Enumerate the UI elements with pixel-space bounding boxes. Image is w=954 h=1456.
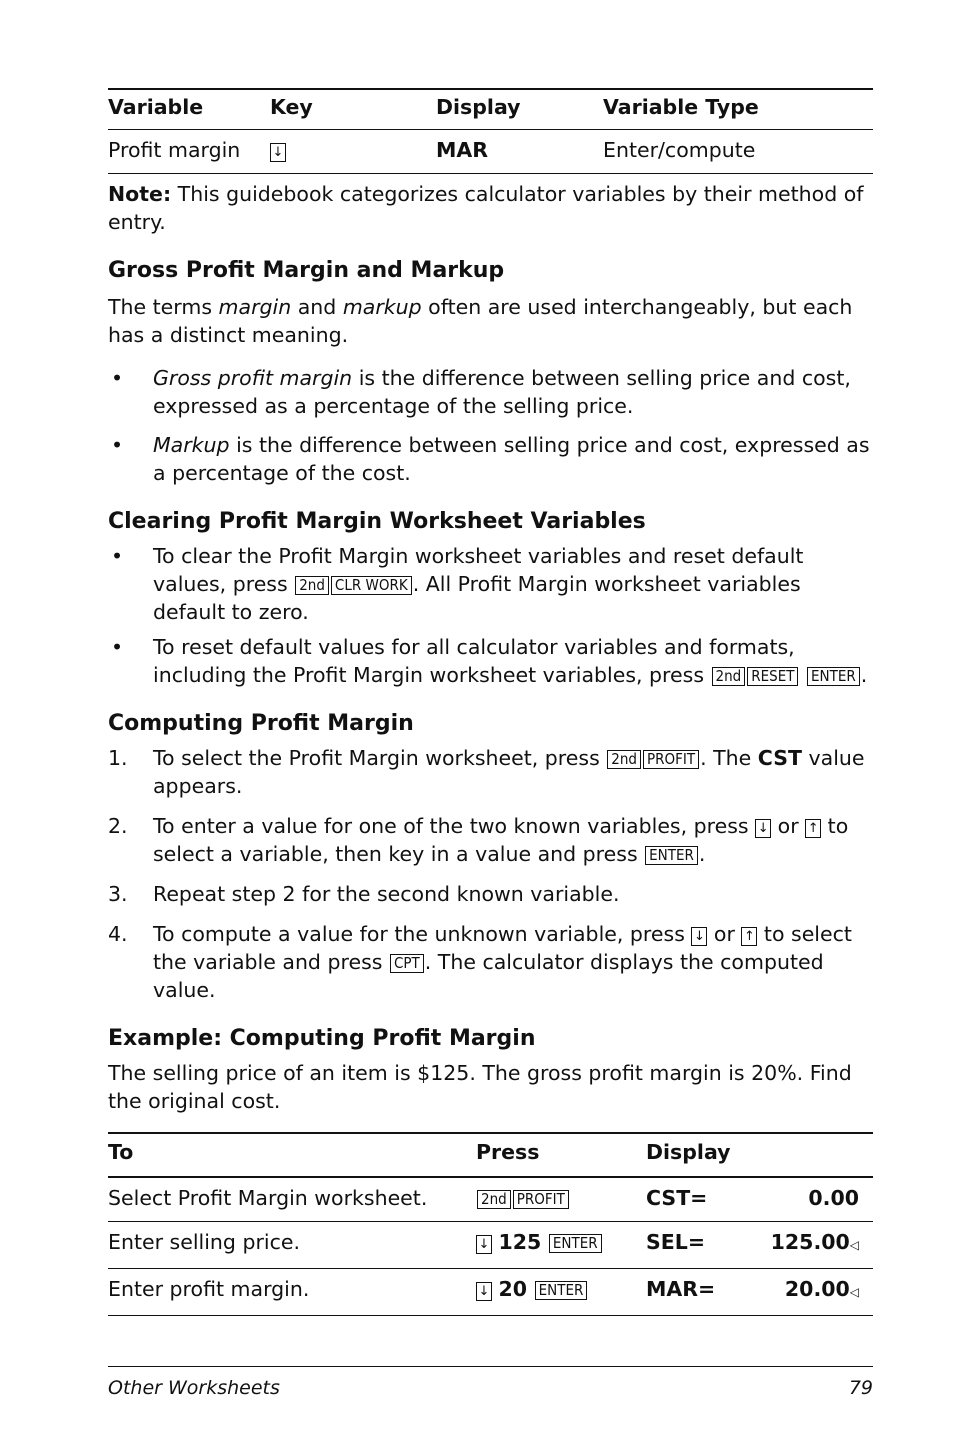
- key-clr-work-icon: CLR WORK: [331, 576, 412, 595]
- bullet-icon: •: [111, 366, 124, 390]
- example-table-header: [108, 1133, 873, 1177]
- variable-table-header: [108, 89, 873, 130]
- clearing-bullets: [108, 542, 873, 689]
- cell-value: 20.00◁: [756, 1269, 873, 1316]
- note-label: Note:: [108, 182, 172, 206]
- key-profit-icon: PROFIT: [643, 750, 699, 769]
- cell-press: [476, 1177, 646, 1222]
- example-intro: The selling price of an item is $125. The gross profit margin is 20%. Find the original cost.: [108, 1061, 852, 1113]
- list-item: 2. To enter a value for one of the two known variables, press ↓ or ↑ to select a variable, then key in a value and press ENTER .: [108, 814, 849, 866]
- cell-value: 0.00: [756, 1177, 873, 1222]
- col-display: Display: [646, 1133, 756, 1177]
- key-enter-icon: ENTER: [645, 846, 698, 865]
- col-key: Key: [270, 89, 436, 130]
- footer-section: Other Worksheets: [108, 1377, 280, 1399]
- heading-computing: Computing Profit Margin: [108, 711, 414, 736]
- cell-press: ↓ 20 ENTER: [476, 1269, 646, 1316]
- cell-variable: Profit margin: [108, 138, 241, 162]
- list-item: • To reset default values for all calculator variables and formats, including the Profit Margin worksheet variables, press 2nd RESET ENTER .: [111, 635, 868, 687]
- cell-display: CST=: [646, 1177, 756, 1222]
- heading-clearing: Clearing Profit Margin Worksheet Variables: [108, 509, 646, 534]
- bullet-icon: •: [111, 544, 124, 568]
- table-row: [108, 1222, 873, 1269]
- list-item: 1. To select the Profit Margin worksheet, press 2nd PROFIT . The CST value appears.: [108, 746, 865, 798]
- col-variable: Variable: [108, 89, 270, 130]
- table-row: [108, 1177, 873, 1222]
- heading-example: Example: Computing Profit Margin: [108, 1026, 536, 1051]
- key-enter-icon: ENTER: [549, 1234, 602, 1253]
- cell-display: MAR=: [646, 1269, 756, 1316]
- cell-display: MAR: [436, 138, 489, 162]
- key-2nd-icon: 2nd: [712, 667, 746, 686]
- col-variable-type: Variable Type: [603, 89, 873, 130]
- cell-press: ↓ 125 ENTER: [476, 1222, 646, 1269]
- key-2nd-icon: 2nd: [607, 750, 641, 769]
- entered-indicator-icon: ◁: [849, 1285, 859, 1299]
- cell-to: Select Profit Margin worksheet.: [108, 1177, 476, 1222]
- page-content: [108, 88, 873, 1316]
- down-arrow-key-icon: ↓: [755, 819, 771, 838]
- key-profit-icon: PROFIT: [513, 1190, 569, 1209]
- entered-indicator-icon: ◁: [849, 1238, 859, 1252]
- list-item: • Markup is the difference between selling price and cost, expressed as a percentage of the cost.: [111, 433, 870, 485]
- down-arrow-key-icon: ↓: [476, 1235, 492, 1254]
- cell-type: Enter/compute: [603, 138, 756, 162]
- cell-value: 125.00◁: [756, 1222, 873, 1269]
- key-2nd-icon: 2nd: [295, 576, 329, 595]
- computing-steps: [108, 744, 873, 1004]
- list-item: 4. To compute a value for the unknown variable, press ↓ or ↑ to select the variable and press CPT . The calculator displays the computed value.: [108, 922, 852, 1002]
- col-press: Press: [476, 1133, 646, 1177]
- cell-to: Enter selling price.: [108, 1222, 476, 1269]
- key-cpt-icon: CPT: [390, 954, 424, 973]
- table-row: [108, 130, 873, 174]
- key-reset-icon: RESET: [747, 667, 798, 686]
- key-enter-icon: ENTER: [807, 667, 860, 686]
- col-display: Display: [436, 89, 603, 130]
- gross-intro: The terms margin and markup often are used interchangeably, but each has a distinct meaning.: [108, 295, 853, 347]
- gross-bullets: [108, 364, 873, 487]
- bullet-icon: •: [111, 635, 124, 659]
- list-item: • Gross profit margin is the difference between selling price and cost, expressed as a percentage of the selling price.: [111, 366, 851, 418]
- down-arrow-key-icon: ↓: [691, 927, 707, 946]
- page-number: 79: [848, 1377, 873, 1399]
- bullet-icon: •: [111, 433, 124, 457]
- variable-table: [108, 88, 873, 174]
- list-item: 3. Repeat step 2 for the second known variable.: [108, 882, 620, 906]
- page-footer: [108, 1366, 873, 1399]
- cell-to: Enter profit margin.: [108, 1269, 476, 1316]
- table-row: [108, 1269, 873, 1316]
- list-item: • To clear the Profit Margin worksheet variables and reset default values, press 2nd CLR WORK . All Profit Margin worksheet variables default to zero.: [111, 544, 804, 624]
- col-to: To: [108, 1133, 476, 1177]
- cell-display: SEL=: [646, 1222, 756, 1269]
- up-arrow-key-icon: ↑: [805, 819, 821, 838]
- col-value: [756, 1133, 873, 1177]
- key-enter-icon: ENTER: [535, 1281, 588, 1300]
- cell-key: [270, 130, 436, 174]
- example-table: [108, 1132, 873, 1316]
- note: [108, 180, 873, 236]
- key-2nd-icon: 2nd: [477, 1190, 511, 1209]
- down-arrow-key-icon: ↓: [476, 1282, 492, 1301]
- up-arrow-key-icon: ↑: [741, 927, 757, 946]
- note-text: This guidebook categorizes calculator variables by their method of entry.: [108, 182, 864, 234]
- down-arrow-key-icon: ↓: [270, 143, 286, 162]
- heading-gross-profit: Gross Profit Margin and Markup: [108, 258, 505, 283]
